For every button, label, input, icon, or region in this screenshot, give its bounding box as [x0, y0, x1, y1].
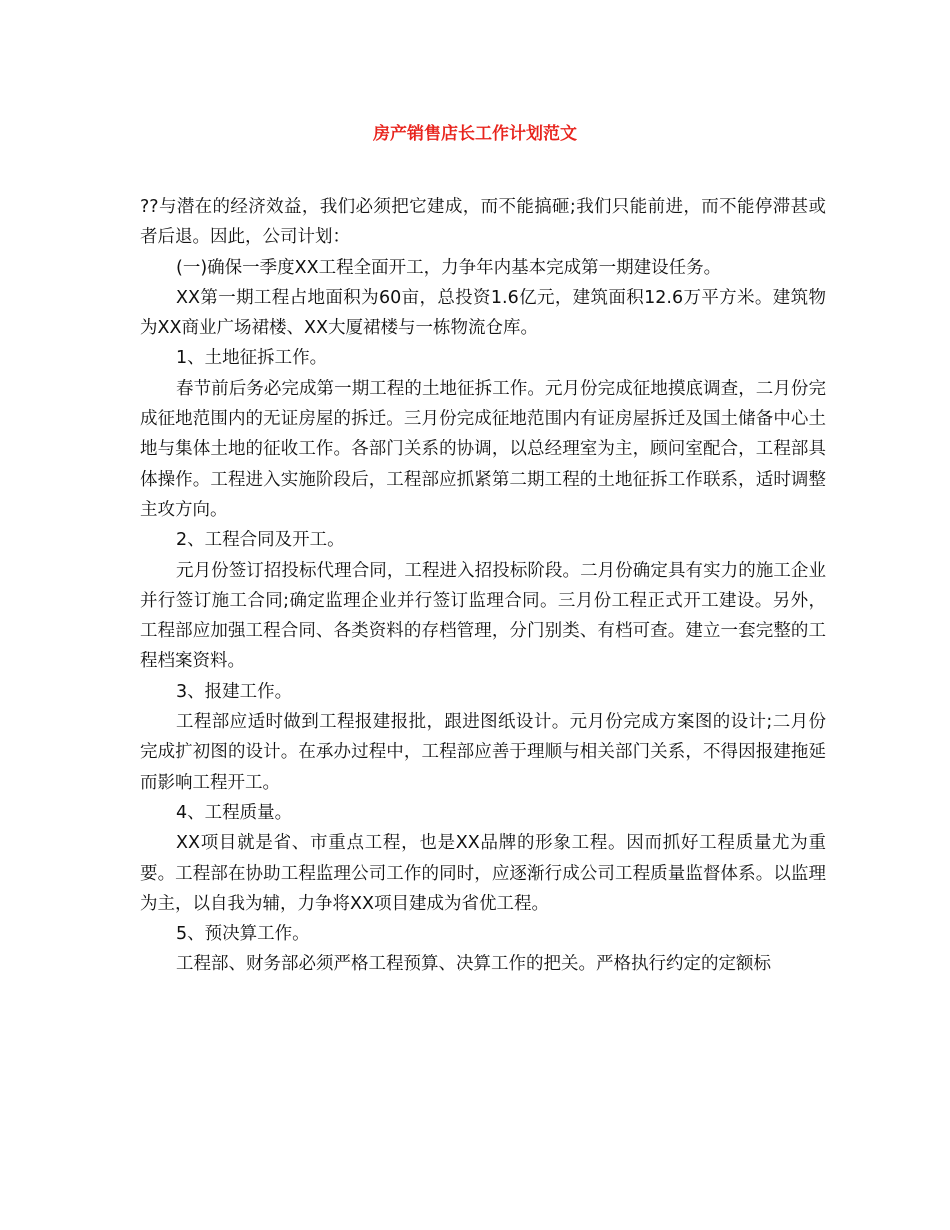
section-heading-budget: 5、预决算工作。 [176, 924, 310, 945]
section-heading-contract: 2、工程合同及开工。 [176, 530, 345, 551]
paragraph-land: 春节前后务必完成第一期工程的土地征拆工作。元月份完成征地摸底调查，二月份完成征地范围内的无证房屋的拆迁。三月份完成征地范围内有证房屋拆迁及国土储备中心土地与集体土地的征收工作。各部门关系的协调，以总经理室为主，顾问室配合，工程部具体操作。工程进入实施阶段后，工程部应抓紧第二期工程的土地征拆工作联系，适时调整主攻方向。 [140, 378, 826, 520]
paragraph-goal: (一)确保一季度XX工程全面开工，力争年内基本完成第一期建设任务。 [176, 257, 722, 278]
section-heading-permit: 3、报建工作。 [176, 681, 293, 702]
paragraph-project-overview: XX第一期工程占地面积为60亩，总投资1.6亿元，建筑面积12.6万平方米。建筑物为XX商业广场裙楼、XX大厦裙楼与一栋物流仓库。 [140, 287, 826, 339]
paragraph-budget: 工程部、财务部必须严格工程预算、决算工作的把关。严格执行约定的定额标 [176, 954, 771, 975]
section-heading-quality: 4、工程质量。 [176, 802, 293, 823]
paragraph-permit: 工程部应适时做到工程报建报批，跟进图纸设计。元月份完成方案图的设计;二月份完成扩初图的设计。在承办过程中，工程部应善于理顺与相关部门关系，不得因报建拖延而影响工程开工。 [140, 712, 826, 793]
paragraph-intro: ??与潜在的经济效益，我们必须把它建成，而不能搞砸;我们只能前进，而不能停滞甚或者后退。因此，公司计划： [140, 197, 826, 248]
document-body [140, 192, 826, 980]
paragraph-contract: 元月份签订招投标代理合同，工程进入招投标阶段。二月份确定具有实力的施工企业并行签订施工合同;确定监理企业并行签订监理合同。三月份工程正式开工建设。另外，工程部应加强工程合同、各类资料的存档管理，分门别类、有档可查。建立一套完整的工程档案资料。 [140, 560, 826, 672]
document-title: 房产销售店长工作计划范文 [373, 124, 577, 144]
paragraph-quality: XX项目就是省、市重点工程，也是XX品牌的形象工程。因而抓好工程质量尤为重要。工程部在协助工程监理公司工作的同时，应逐渐行成公司工程质量监督体系。以监理为主，以自我为辅，力争将XX项目建成为省优工程。 [140, 833, 826, 914]
section-heading-land: 1、土地征拆工作。 [176, 348, 328, 369]
